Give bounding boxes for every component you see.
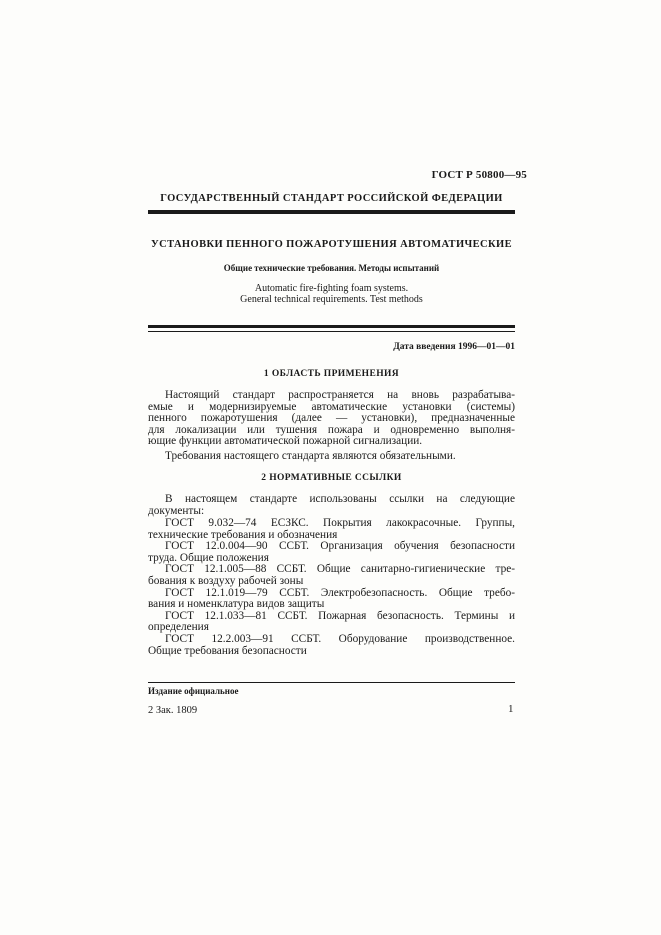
header-rule-thick xyxy=(148,210,515,214)
reference-line: Общие требования безопасности xyxy=(148,644,307,657)
gost-number: ГОСТ Р 50800—95 xyxy=(431,169,527,181)
reference-line: труда. Общие положения xyxy=(148,551,269,564)
text-line: документы: xyxy=(148,504,205,517)
reference-line: ГОСТ 12.1.019—79 ССБТ. Электробезопасность. Общие требо- xyxy=(165,586,515,599)
page-number: 1 xyxy=(508,703,514,715)
text-line: В настоящем стандарте использованы ссылки на следующие xyxy=(165,493,515,505)
date-of-introduction: Дата введения 1996—01—01 xyxy=(393,342,515,352)
section-1-paragraph-1 xyxy=(148,390,515,448)
title-rule-thin xyxy=(148,331,515,332)
document-subtitle: Общие технические требования. Методы испытаний xyxy=(223,263,440,273)
official-edition-label: Издание официальное xyxy=(148,686,239,696)
reference-line: бования к воздуху рабочей зоны xyxy=(148,574,304,587)
reference-line: ГОСТ 12.1.005—88 ССБТ. Общие санитарно-гигиенические тре- xyxy=(165,563,515,576)
reference-line: ГОСТ 12.2.003—91 ССБТ. Оборудование производственное. xyxy=(165,632,515,645)
section-1-paragraph-2 xyxy=(148,451,515,463)
section-1-heading: 1 ОБЛАСТЬ ПРИМЕНЕНИЯ xyxy=(263,369,400,379)
footer-rule xyxy=(148,682,515,683)
text-line: Настоящий стандарт распространяется на вновь разрабатыва- xyxy=(165,389,515,401)
english-title-line-2: General technical requirements. Test methods xyxy=(240,294,423,305)
section-2-heading: 2 НОРМАТИВНЫЕ ССЫЛКИ xyxy=(261,473,402,483)
reference-line: ГОСТ 12.1.033—81 ССБТ. Пожарная безопасность. Термины и xyxy=(165,609,515,622)
text-line: Требования настоящего стандарта являются обязательными. xyxy=(165,450,456,462)
order-number: 2 Зак. 1809 xyxy=(148,705,198,716)
section-2-intro xyxy=(148,494,515,517)
text-line: для локализации или тушения пожара и одновременно выполня- xyxy=(148,423,515,436)
reference-line: вания и номенклатура видов защиты xyxy=(148,598,325,611)
text-line: пенного пожаротушения (далее — установки), предназначенные xyxy=(148,412,515,425)
text-line: емые и модернизируемые автоматические установки (системы) xyxy=(148,400,515,413)
normative-references-list xyxy=(148,518,515,657)
document-title: УСТАНОВКИ ПЕННОГО ПОЖАРОТУШЕНИЯ АВТОМАТИЧЕСКИЕ xyxy=(150,239,513,250)
reference-line: технические требования и обозначения xyxy=(148,528,338,541)
reference-line: ГОСТ 9.032—74 ЕСЗКС. Покрытия лакокрасочные. Группы, xyxy=(165,517,515,529)
english-title-line-1: Automatic fire-fighting foam systems. xyxy=(254,283,409,294)
reference-line: определения xyxy=(148,621,209,634)
state-standard-heading: ГОСУДАРСТВЕННЫЙ СТАНДАРТ РОССИЙСКОЙ ФЕДЕРАЦИИ xyxy=(160,193,503,204)
reference-line: ГОСТ 12.0.004—90 ССБТ. Организация обучения безопасности xyxy=(165,540,515,553)
text-line: ющие функции автоматической пожарной сигнализации. xyxy=(148,435,423,448)
english-title xyxy=(148,283,515,305)
title-rule-thick xyxy=(148,325,515,328)
